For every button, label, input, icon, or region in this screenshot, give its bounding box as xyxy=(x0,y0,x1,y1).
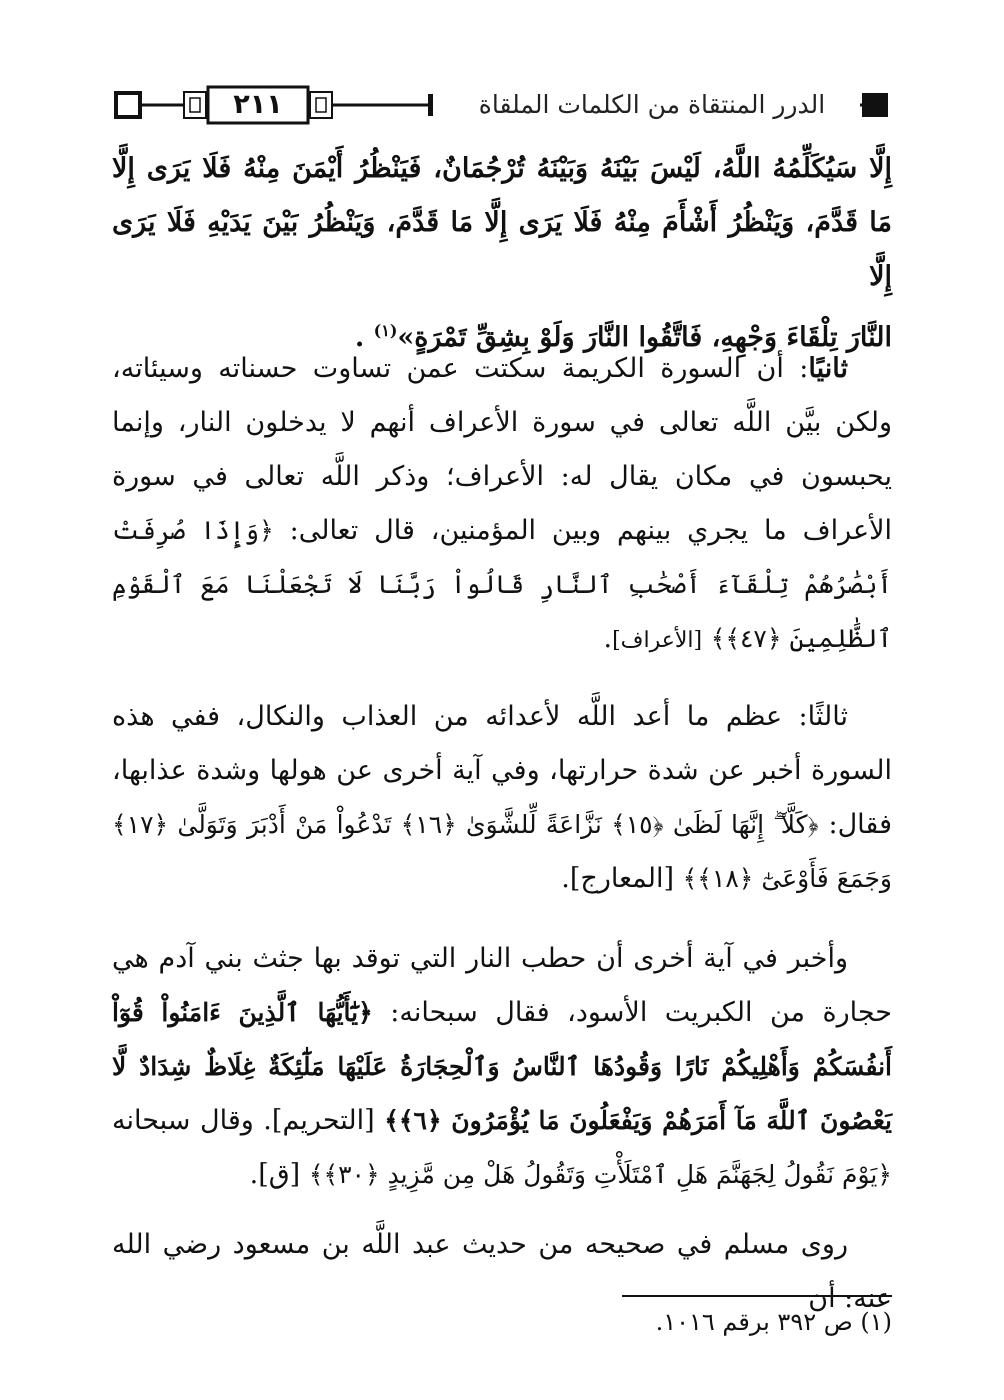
paragraph-third xyxy=(112,690,892,906)
hadith-end: . xyxy=(354,322,374,353)
footnote-ref: (١) xyxy=(373,321,398,340)
fourth-source-1: [التحريم] xyxy=(271,1105,375,1136)
hadith-line-2: مَا قَدَّمَ، وَيَنْظُرُ أَشْأَمَ مِنْهُ فَلَا يَرَى إِلَّا مَا قَدَّمَ، وَيَنْظُرُ بَيْنَ يَدَيْهِ فَلَا يَرَى إِلَّا xyxy=(112,207,892,292)
fourth-text-2: . وقال سبحانه xyxy=(112,1105,272,1136)
paragraph-fourth xyxy=(112,932,892,1202)
third-text: ثالثًا: عظم ما أعد اللَّه لأعدائه من العذاب والنكال، ففي هذه السورة أخبر عن شدة حرارتها، وفي آية أخرى عن هولها وشدة عذابها، فقال: xyxy=(112,701,892,840)
second-text: : أن السورة الكريمة سكتت عمن تساوت حسناته وسيئاته، ولكن بيَّن اللَّه تعالى في سورة الأعراف أنهم لا يدخلون النار، وإنما يحبسون في مكان يقال له: الأعراف؛ وذكر اللَّه تعالى في سورة الأعراف ما يجري بينهم وبين المؤمنين، قال تعالى: xyxy=(112,353,892,546)
fourth-verse-2: ﴿يَوْمَ نَقُولُ لِجَهَنَّمَ هَلِ ٱمْتَلَأْتِ وَتَقُولُ هَلْ مِن مَّزِيدٍ ﴿٣٠﴾﴾ xyxy=(308,1160,892,1189)
fourth-source-2: [ق] xyxy=(258,1159,301,1190)
third-source: [المعارج] xyxy=(569,863,675,894)
fourth-end: . xyxy=(249,1159,259,1190)
fifth-paragraph: روى مسلم في صحيحه من حديث عبد اللَّه بن مسعود رضي الله عنه: أن xyxy=(112,1229,892,1314)
second-label: ثانيًا xyxy=(808,353,848,384)
hadith-line-1: إِلَّا سَيُكَلِّمُهُ اللَّهُ، لَيْسَ بَيْنَهُ وَبَيْنَهُ تُرْجُمَانٌ، فَيَنْظُرُ أَيْمَنَ مِنْهُ فَلَا يَرَى إِلَّا xyxy=(112,153,892,184)
footnote-divider xyxy=(622,1295,892,1297)
fourth-text: وأخبر في آية أخرى أن حطب النار التي توقد بها جثث بني آدم هي حجارة من الكبريت الأسود، فقال سبحانه: xyxy=(112,943,892,1028)
third-verse: ﴿كَلَّآ ۖ إِنَّهَا لَظَىٰ ﴿١٥﴾ نَزَّاعَةً لِّلشَّوَىٰ ﴿١٦﴾ تَدْعُواْ مَنْ أَدْبَرَ وَتَوَلَّىٰ ﴿١٧﴾ وَجَمَعَ فَأَوْعَىٰٓ ﴿١٨﴾﴾ xyxy=(112,810,892,893)
second-end: . xyxy=(603,623,613,654)
fourth-paragraph xyxy=(112,932,892,1202)
hadith-line-3-text: النَّارَ تِلْقَاءَ وَجْهِهِ، فَاتَّقُوا النَّارَ وَلَوْ بِشِقِّ تَمْرَةٍ» xyxy=(397,322,892,353)
paragraph-second xyxy=(112,342,892,668)
page-number: ٢١١ xyxy=(233,89,283,120)
third-paragraph xyxy=(112,690,892,906)
second-source: [الأعراف] xyxy=(612,628,703,653)
hadith-block xyxy=(112,142,892,365)
page-header xyxy=(112,84,892,128)
second-paragraph xyxy=(112,342,892,668)
second-verse: ﴿وَإِذَا صُرِفَتْ أَبْصَٰرُهُمْ تِلْقَآءَ أَصْحَٰبِ ٱلنَّارِ قَالُواْ رَبَّنَا لَا تَجْعَلْنَا مَعَ ٱلْقَوْمِ ٱلظَّٰلِمِينَ ﴿٤٧﴾﴾ xyxy=(112,516,892,653)
third-end: . xyxy=(561,863,570,894)
book-title: الدرر المنتقاة من الكلمات الملقاة xyxy=(478,90,826,119)
footnote: (١) ص ٣٩٢ برقم ١٠١٦. xyxy=(655,1308,892,1336)
fourth-verse-1: ﴿يَٰٓأَيُّهَا ٱلَّذِينَ ءَامَنُواْ قُوٓاْ أَنفُسَكُمْ وَأَهْلِيكُمْ نَارًا وَقُودُهَا ٱلنَّاسُ وَٱلْحِجَارَةُ عَلَيْهَا مَلَٰٓئِكَةٌ غِلَاظٌ شِدَادٌ لَّا يَعْصُونَ ٱللَّهَ مَآ أَمَرَهُمْ وَيَفْعَلُونَ مَا يُؤْمَرُونَ ﴿٦﴾﴾ xyxy=(112,998,893,1135)
